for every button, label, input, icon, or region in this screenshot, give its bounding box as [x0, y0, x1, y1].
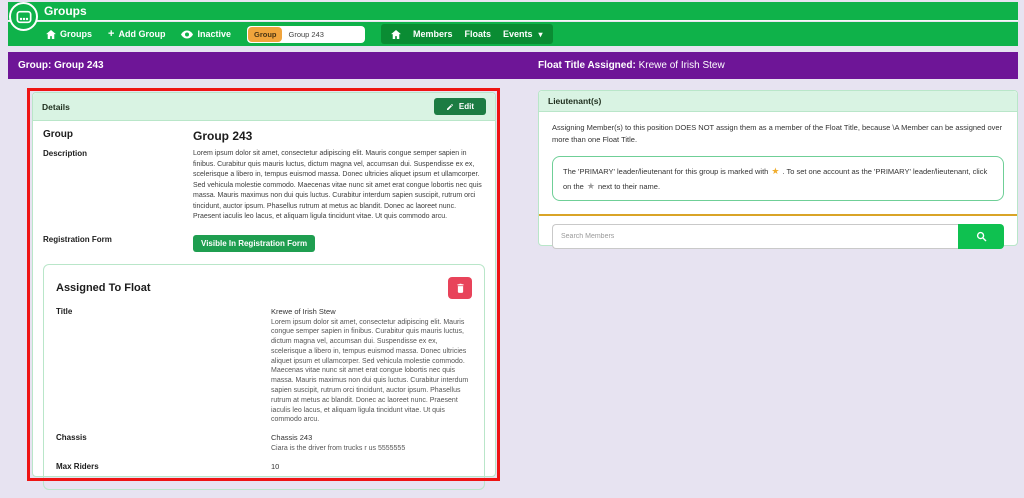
nav-events-label: Events — [503, 29, 533, 39]
lieutenants-card — [538, 90, 1018, 246]
edit-button[interactable] — [434, 98, 486, 115]
details-card-body — [33, 121, 495, 498]
description-text: Lorem ipsum dolor sit amet, consectetur adipiscing elit. Mauris congue semper sapien in finibus. Curabitur quis mauris luctus, dictum magna vel, accumsan dui. Suspendisse ex ex, scelerisque a libero in, tempus euismod massa. Donec ultricies aliquet ipsum et ullamcorper. Sed vehicula molestie commodo. Maecenas vitae nunc sit amet erat congue lobortis nec quis massa. Mauris maximus non dui quis luctus. Curabitur interdum sapien suscipit, rutrum orci tincidunt, auctor ipsum. Phasellus rutrum at metus ac blandit. Donec ac laoreet nunc. Praesent iaculis leo lacus, et aliquam ligula tincidunt vitae. Ut quis commodo arcu. — [193, 150, 482, 220]
assigned-to-float-title: Assigned To Float — [56, 281, 151, 294]
nav-add-group-label: Add Group — [118, 29, 166, 39]
gray-star-icon[interactable]: ★ — [586, 180, 595, 191]
note-part3: next to their name. — [597, 181, 661, 191]
nav-home[interactable] — [391, 30, 401, 39]
breadcrumb-float-title — [538, 60, 725, 71]
gold-divider — [539, 214, 1017, 216]
member-search-row — [552, 224, 1004, 249]
group-label: Group — [43, 129, 73, 140]
details-card-header — [33, 93, 495, 121]
edit-button-label: Edit — [458, 102, 474, 111]
title-bar — [8, 2, 1018, 21]
nav-members[interactable] — [413, 29, 453, 39]
max-riders-row — [56, 462, 472, 471]
max-riders-label: Max Riders — [56, 462, 99, 472]
delete-float-assignment-button[interactable] — [448, 277, 472, 299]
chassis-row — [56, 433, 472, 454]
chassis-label: Chassis — [56, 433, 87, 443]
chassis-value: Chassis 243 — [271, 433, 313, 443]
group-value: Group 243 — [193, 129, 253, 143]
assigned-to-float-section — [43, 264, 485, 491]
primary-leader-note — [552, 156, 1004, 201]
float-title-row — [56, 307, 472, 426]
breadcrumb-bar — [8, 52, 1018, 79]
nav-groups-label: Groups — [60, 29, 93, 39]
float-title-assigned-value: Krewe of Irish Stew — [635, 60, 725, 71]
assigned-to-float-header — [56, 277, 472, 299]
plus-icon: + — [108, 28, 115, 40]
nav-add-group[interactable] — [108, 28, 165, 40]
nav-inactive-label: Inactive — [197, 29, 231, 39]
registration-form-row — [43, 235, 485, 252]
lieutenants-card-body — [539, 112, 1017, 261]
float-title-assigned-label: Float Title Assigned: — [538, 60, 636, 71]
pencil-icon — [446, 103, 454, 111]
chassis-value-block — [271, 433, 472, 454]
group-filter-input[interactable] — [283, 26, 353, 43]
nav-floats-label: Floats — [464, 29, 492, 39]
search-members-input[interactable] — [552, 224, 958, 249]
float-title-label: Title — [56, 306, 73, 316]
max-riders-value: 10 — [271, 462, 280, 472]
nav-floats[interactable] — [465, 29, 492, 39]
lieutenants-card-header — [539, 91, 1017, 112]
float-title-value-block — [271, 307, 472, 426]
visible-in-registration-form-button[interactable]: Visible In Registration Form — [193, 235, 315, 252]
lieutenants-header-title: Lieutenant(s) — [548, 96, 602, 106]
trash-icon — [456, 283, 465, 293]
float-title-description: Lorem ipsum dolor sit amet, consectetur adipiscing elit. Mauris congue semper sapien in finibus. Curabitur quis mauris luctus, dictum magna vel, accumsan dui. Suspendisse ex ex, scelerisque a libero in, tempus euismod massa. Donec ultricies aliquet ipsum et ullamcorper. Sed vehicula molestie commodo. Maecenas vitae nunc sit amet erat congue lobortis nec quis massa. Mauris maximus non dui quis luctus. Curabitur interdum sapien suscipit, rutrum orci tincidunt, auctor ipsum. Phasellus rutrum at metus ac blandit. Donec ac laoreet nunc. Praesent iaculis leo lacus, et aliquam ligula tincidunt vitae. Ut quis commodo arcu. — [271, 318, 469, 424]
chevron-down-icon: ▾ — [538, 29, 543, 39]
app-logo[interactable] — [9, 2, 38, 31]
nav-bar — [8, 22, 1018, 46]
note-part2: . To set one account as the 'PRIMARY' leader/lieutenant, click on the — [563, 167, 988, 191]
registration-form-label: Registration Form — [43, 234, 112, 244]
nav-secondary-group — [381, 24, 553, 44]
search-icon — [976, 231, 987, 242]
gold-star-icon: ★ — [771, 166, 780, 177]
description-row — [43, 149, 485, 223]
float-title-value: Krewe of Irish Stew — [271, 306, 336, 316]
nav-events-dropdown[interactable] — [503, 29, 543, 39]
group-logo-icon — [16, 10, 32, 24]
details-card — [32, 92, 496, 477]
lieutenants-intro-text: Assigning Member(s) to this position DOES NOT assign them as a member of the Float Title, because \A Member can be assigned over more than one Float Title. — [552, 123, 1003, 144]
home-icon — [391, 30, 401, 39]
nav-members-label: Members — [412, 29, 453, 39]
nav-inactive[interactable] — [181, 29, 231, 39]
page-title: Groups — [44, 4, 87, 18]
group-row — [43, 129, 485, 143]
search-members-button[interactable] — [958, 224, 1004, 249]
description-label: Description — [43, 149, 88, 158]
eye-icon — [181, 30, 193, 39]
home-icon — [46, 30, 56, 39]
group-filter — [247, 26, 365, 43]
note-part1: The 'PRIMARY' leader/lieutenant for this group is marked with — [563, 167, 769, 177]
details-header-title: Details — [42, 101, 70, 112]
breadcrumb-group: Group: Group 243 — [18, 60, 104, 71]
group-filter-chip: Group — [248, 27, 283, 42]
chassis-note: Ciara is the driver from trucks r us 5555555 — [271, 445, 406, 453]
nav-groups[interactable] — [46, 29, 92, 39]
